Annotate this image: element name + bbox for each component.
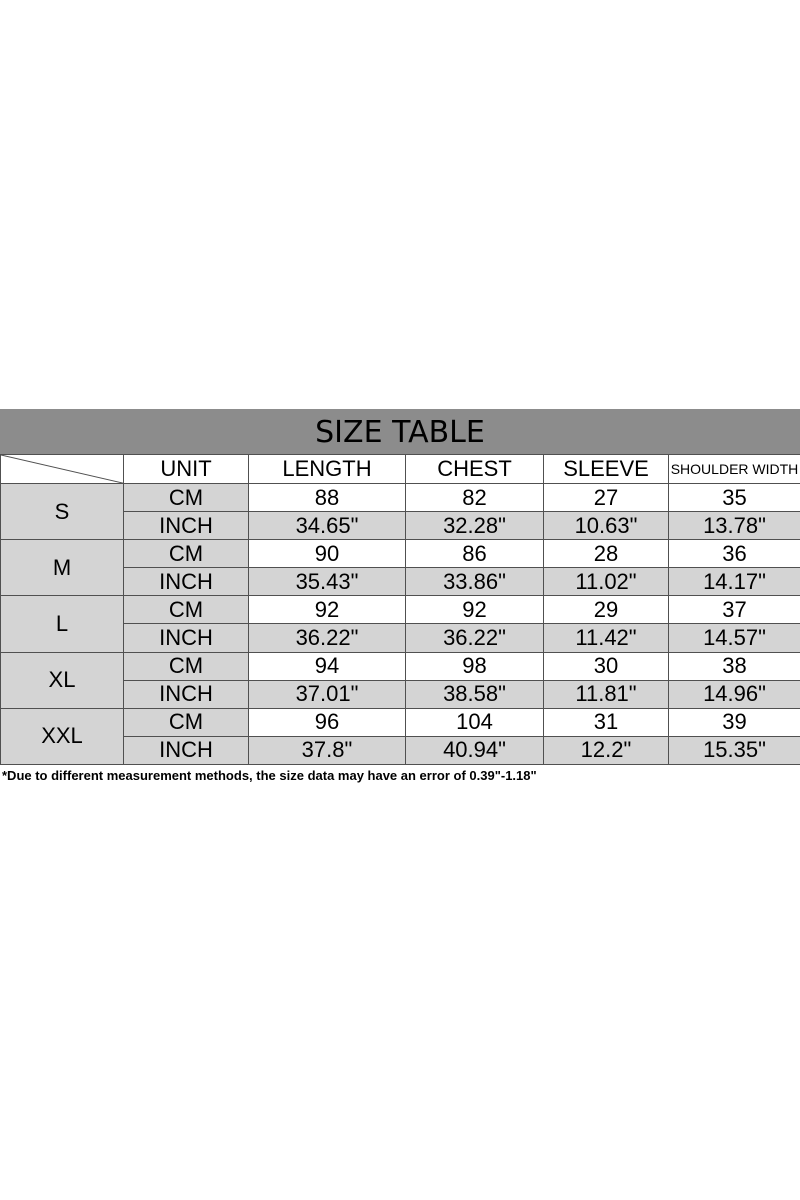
shoulder-width-value: 13.78" <box>669 512 800 540</box>
sleeve-value: 11.42" <box>544 624 669 652</box>
chest-value: 98 <box>406 652 544 680</box>
length-value: 92 <box>249 596 406 624</box>
header-sleeve: SLEEVE <box>544 455 669 484</box>
sleeve-value: 11.81" <box>544 680 669 708</box>
length-value: 90 <box>249 540 406 568</box>
size-row-xxl-cm <box>1 708 800 736</box>
length-value: 96 <box>249 708 406 736</box>
measurement-note: *Due to different measurement methods, the size data may have an error of 0.39"-1.18" <box>2 768 537 783</box>
size-table <box>0 454 800 765</box>
header-unit: UNIT <box>124 455 249 484</box>
unit-label: CM <box>124 484 249 512</box>
size-row-m-cm <box>1 540 800 568</box>
header-shoulder-width: SHOULDER WIDTH <box>669 455 800 484</box>
sleeve-value: 11.02" <box>544 568 669 596</box>
shoulder-width-value: 37 <box>669 596 800 624</box>
corner-cell <box>1 455 124 484</box>
size-row-xl-cm <box>1 652 800 680</box>
length-value: 36.22" <box>249 624 406 652</box>
shoulder-width-value: 15.35" <box>669 736 800 764</box>
header-row <box>1 455 800 484</box>
sleeve-value: 10.63" <box>544 512 669 540</box>
shoulder-width-value: 14.96" <box>669 680 800 708</box>
chest-value: 38.58" <box>406 680 544 708</box>
size-table-title-bar <box>0 409 800 454</box>
chest-value: 82 <box>406 484 544 512</box>
size-label: S <box>1 484 124 540</box>
unit-label: INCH <box>124 736 249 764</box>
unit-label: CM <box>124 596 249 624</box>
sleeve-value: 12.2" <box>544 736 669 764</box>
sleeve-value: 31 <box>544 708 669 736</box>
chest-value: 104 <box>406 708 544 736</box>
unit-label: CM <box>124 708 249 736</box>
unit-label: CM <box>124 540 249 568</box>
size-row-s-cm <box>1 484 800 512</box>
size-label: M <box>1 540 124 596</box>
shoulder-width-value: 14.57" <box>669 624 800 652</box>
length-value: 94 <box>249 652 406 680</box>
shoulder-width-value: 35 <box>669 484 800 512</box>
header-chest: CHEST <box>406 455 544 484</box>
shoulder-width-value: 14.17" <box>669 568 800 596</box>
length-value: 37.8" <box>249 736 406 764</box>
chest-value: 33.86" <box>406 568 544 596</box>
sleeve-value: 30 <box>544 652 669 680</box>
length-value: 34.65" <box>249 512 406 540</box>
unit-label: INCH <box>124 512 249 540</box>
header-length: LENGTH <box>249 455 406 484</box>
sleeve-value: 29 <box>544 596 669 624</box>
size-row-l-cm <box>1 596 800 624</box>
sleeve-value: 27 <box>544 484 669 512</box>
diagonal-divider <box>1 455 123 483</box>
size-table-title: SIZE TABLE <box>315 415 485 450</box>
length-value: 88 <box>249 484 406 512</box>
chest-value: 92 <box>406 596 544 624</box>
chest-value: 36.22" <box>406 624 544 652</box>
length-value: 37.01" <box>249 680 406 708</box>
shoulder-width-value: 39 <box>669 708 800 736</box>
size-label: L <box>1 596 124 652</box>
sleeve-value: 28 <box>544 540 669 568</box>
unit-label: CM <box>124 652 249 680</box>
chest-value: 86 <box>406 540 544 568</box>
chest-value: 32.28" <box>406 512 544 540</box>
unit-label: INCH <box>124 568 249 596</box>
size-label: XXL <box>1 708 124 764</box>
unit-label: INCH <box>124 680 249 708</box>
shoulder-width-value: 38 <box>669 652 800 680</box>
size-label: XL <box>1 652 124 708</box>
length-value: 35.43" <box>249 568 406 596</box>
unit-label: INCH <box>124 624 249 652</box>
chest-value: 40.94" <box>406 736 544 764</box>
shoulder-width-value: 36 <box>669 540 800 568</box>
